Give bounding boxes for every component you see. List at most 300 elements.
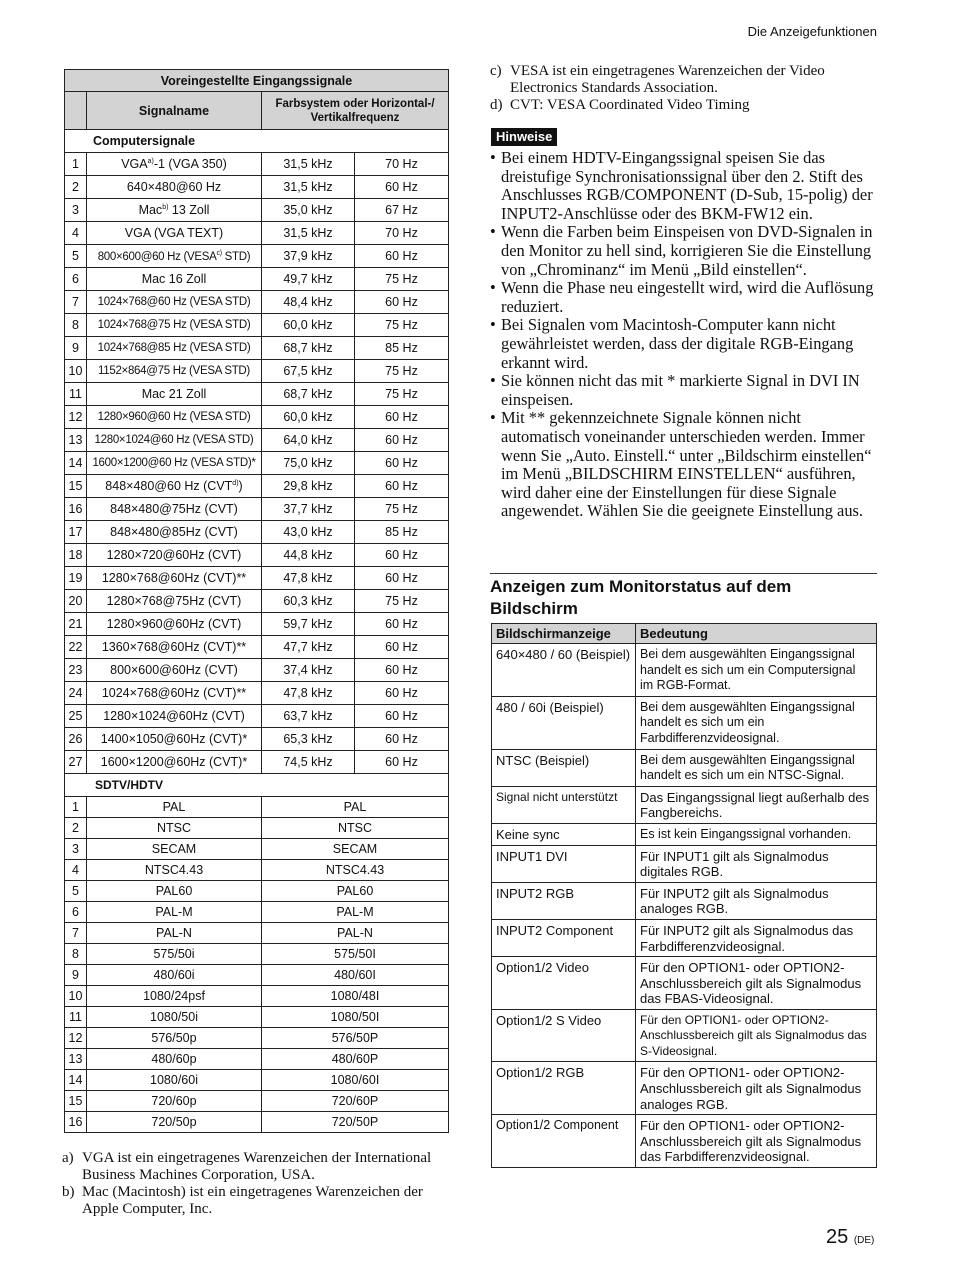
horizontal-frequency: 47,7 kHz — [262, 636, 355, 659]
meaning-text: Für INPUT2 gilt als Signalmodus das Farbdifferenzvideosignal. — [636, 919, 877, 956]
table-row — [65, 291, 449, 314]
row-number: 2 — [65, 818, 87, 839]
table-row — [492, 786, 877, 823]
footnote-text: CVT: VESA Coordinated Video Timing — [510, 97, 750, 113]
row-number: 4 — [65, 222, 87, 245]
vertical-frequency: 75 Hz — [355, 498, 449, 521]
row-number: 5 — [65, 881, 87, 902]
row-number: 22 — [65, 636, 87, 659]
signal-name-text: 1280×1024@60Hz (CVT) — [103, 709, 245, 723]
signal-name: 1080/60i — [87, 1070, 262, 1091]
vertical-frequency: 60 Hz — [355, 613, 449, 636]
footnote — [490, 63, 878, 97]
notes-list — [490, 149, 878, 521]
signal-name — [87, 268, 262, 291]
signal-name-text: VGA (VGA TEXT) — [124, 226, 224, 240]
vertical-frequency: 60 Hz — [355, 429, 449, 452]
meaning-text: Für den OPTION1- oder OPTION2-Anschlussbereich gilt als Signalmodus das FBAS-Videosignal. — [636, 957, 877, 1010]
row-number: 8 — [65, 944, 87, 965]
signal-name-text: 848×480@60 Hz (CVT — [105, 479, 233, 493]
table-row — [65, 818, 449, 839]
footnote — [62, 1184, 457, 1218]
note-text: Bei Signalen vom Macintosh-Computer kann nicht gewährleistet werden, dass der digitale RGB-Eingang erkannt wird. — [501, 315, 854, 372]
signal-name — [87, 360, 262, 383]
signal-name-text: Mac 21 Zoll — [141, 387, 207, 401]
vertical-frequency: 60 Hz — [355, 567, 449, 590]
note-item — [490, 279, 878, 316]
display-text: Signal nicht unterstützt — [492, 786, 636, 823]
vertical-frequency: 60 Hz — [355, 751, 449, 774]
table-row — [65, 797, 449, 818]
row-number: 18 — [65, 544, 87, 567]
table-row — [65, 567, 449, 590]
color-system: 720/50P — [262, 1112, 449, 1133]
horizontal-frequency: 75,0 kHz — [262, 452, 355, 475]
table-row — [65, 860, 449, 881]
table-row — [65, 636, 449, 659]
signal-name — [87, 475, 262, 498]
signal-name: PAL60 — [87, 881, 262, 902]
signal-name — [87, 705, 262, 728]
row-number: 5 — [65, 245, 87, 268]
table-row — [65, 1049, 449, 1070]
table-row — [65, 1070, 449, 1091]
signal-name: 720/50p — [87, 1112, 262, 1133]
row-number: 17 — [65, 521, 87, 544]
table-row — [492, 1009, 877, 1062]
table-row — [65, 498, 449, 521]
row-number: 19 — [65, 567, 87, 590]
section-title: Anzeigen zum Monitorstatus auf dem Bildschirm — [490, 573, 877, 620]
signal-name — [87, 636, 262, 659]
horizontal-frequency: 43,0 kHz — [262, 521, 355, 544]
signal-name-text: 1600×1200@60Hz (CVT)* — [100, 755, 248, 769]
vertical-frequency: 60 Hz — [355, 636, 449, 659]
table-row — [65, 199, 449, 222]
horizontal-frequency: 65,3 kHz — [262, 728, 355, 751]
vertical-frequency: 67 Hz — [355, 199, 449, 222]
table-row — [65, 944, 449, 965]
note-text: Wenn die Farben beim Einspeisen von DVD-Signalen in den Monitor zu hell sind, korrigieren Sie die Einstellung von „Chrominanz“ im Menü „Bild einstellen“. — [501, 222, 873, 279]
bullet: • — [490, 222, 496, 242]
table-row — [492, 919, 877, 956]
color-system: NTSC4.43 — [262, 860, 449, 881]
vertical-frequency: 75 Hz — [355, 314, 449, 337]
vertical-frequency: 75 Hz — [355, 383, 449, 406]
horizontal-frequency: 47,8 kHz — [262, 567, 355, 590]
row-number: 9 — [65, 965, 87, 986]
meaning-text: Bei dem ausgewählten Eingangssignal handelt es sich um ein NTSC-Signal. — [636, 749, 877, 786]
row-number: 13 — [65, 429, 87, 452]
col-meaning: Bedeutung — [636, 624, 877, 644]
signal-name: 1080/50i — [87, 1007, 262, 1028]
table-row — [65, 544, 449, 567]
row-number: 27 — [65, 751, 87, 774]
signal-name — [87, 751, 262, 774]
signal-name-text: Mac — [138, 203, 163, 217]
table-row — [492, 845, 877, 882]
signal-name — [87, 452, 262, 475]
signal-name-text: 1280×720@60Hz (CVT) — [106, 548, 242, 562]
table-row — [65, 923, 449, 944]
signal-name: PAL — [87, 797, 262, 818]
row-number: 12 — [65, 406, 87, 429]
footnote-ref: c) — [216, 249, 222, 257]
table-row — [65, 222, 449, 245]
signal-name: PAL-M — [87, 902, 262, 923]
horizontal-frequency: 60,0 kHz — [262, 314, 355, 337]
table-row — [492, 1115, 877, 1168]
row-number: 1 — [65, 797, 87, 818]
signal-name — [87, 682, 262, 705]
meaning-text: Für den OPTION1- oder OPTION2-Anschlussbereich gilt als Signalmodus analoges RGB. — [636, 1062, 877, 1115]
display-text: Option1/2 Video — [492, 957, 636, 1010]
signal-name — [87, 199, 262, 222]
signal-name-text: 1024×768@85 Hz (VESA STD) — [97, 342, 251, 354]
signal-name: NTSC — [87, 818, 262, 839]
table-row — [65, 705, 449, 728]
signal-name-text: 800×600@60Hz (CVT) — [110, 663, 238, 677]
signal-name-rest: STD) — [221, 250, 251, 263]
note-item — [490, 223, 878, 279]
table-row — [65, 590, 449, 613]
row-number: 10 — [65, 360, 87, 383]
vertical-frequency: 60 Hz — [355, 176, 449, 199]
signal-name-rest: ) — [238, 479, 243, 493]
row-number: 14 — [65, 1070, 87, 1091]
display-text: INPUT2 RGB — [492, 882, 636, 919]
signal-name — [87, 429, 262, 452]
table-row — [65, 475, 449, 498]
signal-name: 480/60i — [87, 965, 262, 986]
horizontal-frequency: 37,4 kHz — [262, 659, 355, 682]
table-row — [65, 1028, 449, 1049]
vertical-frequency: 60 Hz — [355, 705, 449, 728]
signal-name-text: 1152×864@75 Hz (VESA STD) — [98, 365, 250, 377]
meaning-text: Für INPUT1 gilt als Signalmodus digitales RGB. — [636, 845, 877, 882]
section-sdtv: SDTV/HDTV — [65, 774, 449, 797]
display-text: NTSC (Beispiel) — [492, 749, 636, 786]
signal-name-text: 1024×768@60Hz (CVT)** — [101, 686, 247, 700]
row-number: 6 — [65, 268, 87, 291]
table-row — [65, 728, 449, 751]
row-number: 6 — [65, 902, 87, 923]
vertical-frequency: 75 Hz — [355, 590, 449, 613]
horizontal-frequency: 48,4 kHz — [262, 291, 355, 314]
color-system: 720/60P — [262, 1091, 449, 1112]
horizontal-frequency: 31,5 kHz — [262, 153, 355, 176]
table-row — [492, 1062, 877, 1115]
signal-name — [87, 337, 262, 360]
footnote-mark: b) — [62, 1184, 75, 1200]
hinweise-label: Hinweise — [491, 128, 557, 146]
meaning-text: Für den OPTION1- oder OPTION2-Anschlussbereich gilt als Signalmodus das Farbdifferenzvideosignal. — [636, 1115, 877, 1168]
signal-name — [87, 222, 262, 245]
note-text: Sie können nicht das mit * markierte Signal in DVI IN einspeisen. — [501, 371, 860, 409]
display-text: INPUT1 DVI — [492, 845, 636, 882]
signal-name — [87, 590, 262, 613]
horizontal-frequency: 29,8 kHz — [262, 475, 355, 498]
vertical-frequency: 75 Hz — [355, 268, 449, 291]
table-row — [65, 751, 449, 774]
row-number: 7 — [65, 923, 87, 944]
row-number: 1 — [65, 153, 87, 176]
signal-name-text: 1400×1050@60Hz (CVT)* — [100, 732, 248, 746]
signal-name-rest: -1 (VGA 350) — [153, 157, 227, 171]
color-system: PAL-N — [262, 923, 449, 944]
footnote — [490, 97, 878, 114]
table-row — [492, 696, 877, 749]
table-row — [492, 644, 877, 697]
table-row — [492, 749, 877, 786]
row-number: 23 — [65, 659, 87, 682]
table-row — [65, 902, 449, 923]
meaning-text: Bei dem ausgewählten Eingangssignal handelt es sich um ein Farbdifferenzvideosignal. — [636, 696, 877, 749]
horizontal-frequency: 60,0 kHz — [262, 406, 355, 429]
vertical-frequency: 75 Hz — [355, 360, 449, 383]
table-row — [65, 383, 449, 406]
signal-name — [87, 291, 262, 314]
table-row — [65, 965, 449, 986]
section-computer: Computersignale — [65, 130, 449, 153]
horizontal-frequency: 68,7 kHz — [262, 337, 355, 360]
footnote-mark: a) — [62, 1150, 74, 1166]
table-row — [492, 882, 877, 919]
signal-name-text: 1280×768@75Hz (CVT) — [106, 594, 242, 608]
bullet: • — [490, 371, 496, 391]
horizontal-frequency: 37,9 kHz — [262, 245, 355, 268]
row-number: 3 — [65, 839, 87, 860]
signal-name-text: 848×480@75Hz (CVT) — [110, 502, 238, 516]
footnote-text: VGA ist ein eingetragenes Warenzeichen der International Business Machines Corporation, USA. — [82, 1150, 432, 1183]
vertical-frequency: 85 Hz — [355, 521, 449, 544]
signal-name — [87, 728, 262, 751]
signal-name — [87, 406, 262, 429]
vertical-frequency: 60 Hz — [355, 659, 449, 682]
table-row — [65, 881, 449, 902]
note-item — [490, 409, 878, 521]
col-display: Bildschirmanzeige — [492, 624, 636, 644]
footnotes-left — [62, 1150, 457, 1218]
table-row — [492, 957, 877, 1010]
signal-name-text: VGA — [121, 157, 148, 171]
row-number: 16 — [65, 1112, 87, 1133]
footnotes-right — [490, 63, 878, 114]
row-number: 8 — [65, 314, 87, 337]
display-text: 640×480 / 60 (Beispiel) — [492, 644, 636, 697]
row-number: 13 — [65, 1049, 87, 1070]
status-table — [491, 623, 877, 1168]
horizontal-frequency: 67,5 kHz — [262, 360, 355, 383]
table-row — [65, 245, 449, 268]
signal-name: SECAM — [87, 839, 262, 860]
color-system: 1080/48I — [262, 986, 449, 1007]
table-row — [65, 406, 449, 429]
signal-name-text: 1280×1024@60 Hz (VESA STD) — [94, 434, 254, 446]
col-frequency: Farbsystem oder Horizontal-/ Vertikalfrequenz — [262, 92, 449, 130]
color-system: PAL — [262, 797, 449, 818]
signal-name-text: 1024×768@75 Hz (VESA STD) — [97, 319, 251, 331]
signal-name-text: 1600×1200@60 Hz (VESA STD)* — [92, 457, 256, 469]
signal-name-rest: 13 Zoll — [168, 203, 210, 217]
horizontal-frequency: 63,7 kHz — [262, 705, 355, 728]
meaning-text: Das Eingangssignal liegt außerhalb des Fangbereichs. — [636, 786, 877, 823]
row-number: 7 — [65, 291, 87, 314]
table-row — [65, 429, 449, 452]
page-header: Die Anzeigefunktionen — [747, 24, 877, 39]
row-number: 3 — [65, 199, 87, 222]
horizontal-frequency: 68,7 kHz — [262, 383, 355, 406]
display-text: 480 / 60i (Beispiel) — [492, 696, 636, 749]
row-number: 4 — [65, 860, 87, 881]
vertical-frequency: 60 Hz — [355, 544, 449, 567]
footnote-text: Mac (Macintosh) ist ein eingetragenes Warenzeichen der Apple Computer, Inc. — [82, 1184, 423, 1217]
signal-name-text: 1280×960@60 Hz (VESA STD) — [97, 411, 251, 423]
row-number: 11 — [65, 1007, 87, 1028]
signal-name-text: Mac 16 Zoll — [141, 272, 207, 286]
row-number: 15 — [65, 1091, 87, 1112]
signal-name: 720/60p — [87, 1091, 262, 1112]
color-system: 1080/50I — [262, 1007, 449, 1028]
table-title: Voreingestellte Eingangssignale — [65, 70, 449, 92]
color-system: 480/60I — [262, 965, 449, 986]
color-system: 480/60P — [262, 1049, 449, 1070]
vertical-frequency: 60 Hz — [355, 291, 449, 314]
table-row — [65, 613, 449, 636]
horizontal-frequency: 64,0 kHz — [262, 429, 355, 452]
signal-name — [87, 314, 262, 337]
vertical-frequency: 70 Hz — [355, 153, 449, 176]
table-row — [65, 1112, 449, 1133]
display-text: INPUT2 Component — [492, 919, 636, 956]
horizontal-frequency: 31,5 kHz — [262, 176, 355, 199]
signal-name — [87, 245, 262, 268]
signal-name — [87, 383, 262, 406]
vertical-frequency: 60 Hz — [355, 728, 449, 751]
table-row — [65, 452, 449, 475]
bullet: • — [490, 148, 496, 167]
signal-name: 480/60p — [87, 1049, 262, 1070]
table-row — [65, 360, 449, 383]
color-system: PAL60 — [262, 881, 449, 902]
footnote-ref: b) — [162, 203, 169, 211]
signal-name: PAL-N — [87, 923, 262, 944]
bullet: • — [490, 315, 496, 335]
horizontal-frequency: 47,8 kHz — [262, 682, 355, 705]
meaning-text: Für den OPTION1- oder OPTION2-Anschlussbereich gilt als Signalmodus das S-Videosignal. — [636, 1009, 877, 1062]
display-text: Option1/2 S Video — [492, 1009, 636, 1062]
table-row — [492, 823, 877, 845]
note-text: Mit ** gekennzeichnete Signale können nicht automatisch voneinander unterschieden werden. Immer wenn Sie „Auto. Einstell.“ unter „Bildschirm einstellen“ im Menü „BILDSCHIRM EINSTELLEN“ ausführen, wird daher eine der Einstellungen für diese Signale angewendet. Wählen Sie die geeignete Einstellung aus. — [501, 408, 872, 521]
signal-name-text: 800×600@60 Hz (VESA — [97, 250, 217, 263]
signal-name: 576/50p — [87, 1028, 262, 1049]
signal-name-text: 640×480@60 Hz — [126, 180, 222, 194]
footnote-mark: d) — [490, 97, 503, 113]
table-row — [65, 1091, 449, 1112]
table-row — [65, 659, 449, 682]
horizontal-frequency: 31,5 kHz — [262, 222, 355, 245]
vertical-frequency: 60 Hz — [355, 682, 449, 705]
display-text: Option1/2 Component — [492, 1115, 636, 1168]
color-system: 575/50I — [262, 944, 449, 965]
preset-signals-table — [64, 69, 449, 1133]
footnote-mark: c) — [490, 63, 502, 79]
meaning-text: Es ist kein Eingangssignal vorhanden. — [636, 823, 877, 845]
footnote-ref: d) — [232, 479, 239, 487]
meaning-text: Bei dem ausgewählten Eingangssignal handelt es sich um ein Computersignal im RGB-Format. — [636, 644, 877, 697]
table-row — [65, 153, 449, 176]
signal-name: 575/50i — [87, 944, 262, 965]
row-number: 24 — [65, 682, 87, 705]
display-text: Keine sync — [492, 823, 636, 845]
vertical-frequency: 60 Hz — [355, 406, 449, 429]
row-number: 25 — [65, 705, 87, 728]
signal-name — [87, 613, 262, 636]
row-number: 10 — [65, 986, 87, 1007]
vertical-frequency: 60 Hz — [355, 475, 449, 498]
note-text: Wenn die Phase neu eingestellt wird, wird die Auflösung reduziert. — [501, 278, 874, 316]
vertical-frequency: 60 Hz — [355, 245, 449, 268]
vertical-frequency: 85 Hz — [355, 337, 449, 360]
signal-name-text: 848×480@85Hz (CVT) — [110, 525, 238, 539]
signal-name — [87, 567, 262, 590]
signal-name-text: 1360×768@60Hz (CVT)** — [101, 640, 247, 654]
signal-name — [87, 544, 262, 567]
row-number: 14 — [65, 452, 87, 475]
horizontal-frequency: 44,8 kHz — [262, 544, 355, 567]
table-row — [65, 682, 449, 705]
color-system: SECAM — [262, 839, 449, 860]
table-row — [65, 337, 449, 360]
footnote-text: VESA ist ein eingetragenes Warenzeichen der Video Electronics Standards Association. — [510, 63, 825, 96]
signal-name — [87, 498, 262, 521]
row-number: 21 — [65, 613, 87, 636]
row-number: 20 — [65, 590, 87, 613]
color-system: PAL-M — [262, 902, 449, 923]
display-text: Option1/2 RGB — [492, 1062, 636, 1115]
signal-name: NTSC4.43 — [87, 860, 262, 881]
table-row — [65, 1007, 449, 1028]
row-number: 11 — [65, 383, 87, 406]
row-number: 26 — [65, 728, 87, 751]
vertical-frequency: 70 Hz — [355, 222, 449, 245]
vertical-frequency: 60 Hz — [355, 452, 449, 475]
col-signal-name: Signalname — [87, 92, 262, 130]
horizontal-frequency: 49,7 kHz — [262, 268, 355, 291]
signal-name: 1080/24psf — [87, 986, 262, 1007]
horizontal-frequency: 74,5 kHz — [262, 751, 355, 774]
note-text: Bei einem HDTV-Eingangssignal speisen Sie das dreistufige Synchronisationssignal über den 2. Stift des Anschlusses RGB/COMPONENT (D-Sub, 15-polig) der INPUT2-Anschlüsse oder des BKM-FW12 ein. — [501, 148, 873, 223]
note-item — [490, 372, 878, 409]
table-row — [65, 839, 449, 860]
horizontal-frequency: 35,0 kHz — [262, 199, 355, 222]
bullet: • — [490, 408, 496, 428]
row-number: 12 — [65, 1028, 87, 1049]
color-system: 1080/60I — [262, 1070, 449, 1091]
page-number: 25 (DE) — [826, 1226, 875, 1248]
signal-name-text: 1280×960@60Hz (CVT) — [106, 617, 242, 631]
horizontal-frequency: 59,7 kHz — [262, 613, 355, 636]
signal-name-text: 1280×768@60Hz (CVT)** — [101, 571, 247, 585]
signal-name — [87, 659, 262, 682]
signal-name — [87, 521, 262, 544]
note-item — [490, 149, 878, 223]
table-row — [65, 314, 449, 337]
footnote-ref: a) — [147, 157, 154, 165]
table-row — [65, 521, 449, 544]
table-row — [65, 986, 449, 1007]
horizontal-frequency: 37,7 kHz — [262, 498, 355, 521]
